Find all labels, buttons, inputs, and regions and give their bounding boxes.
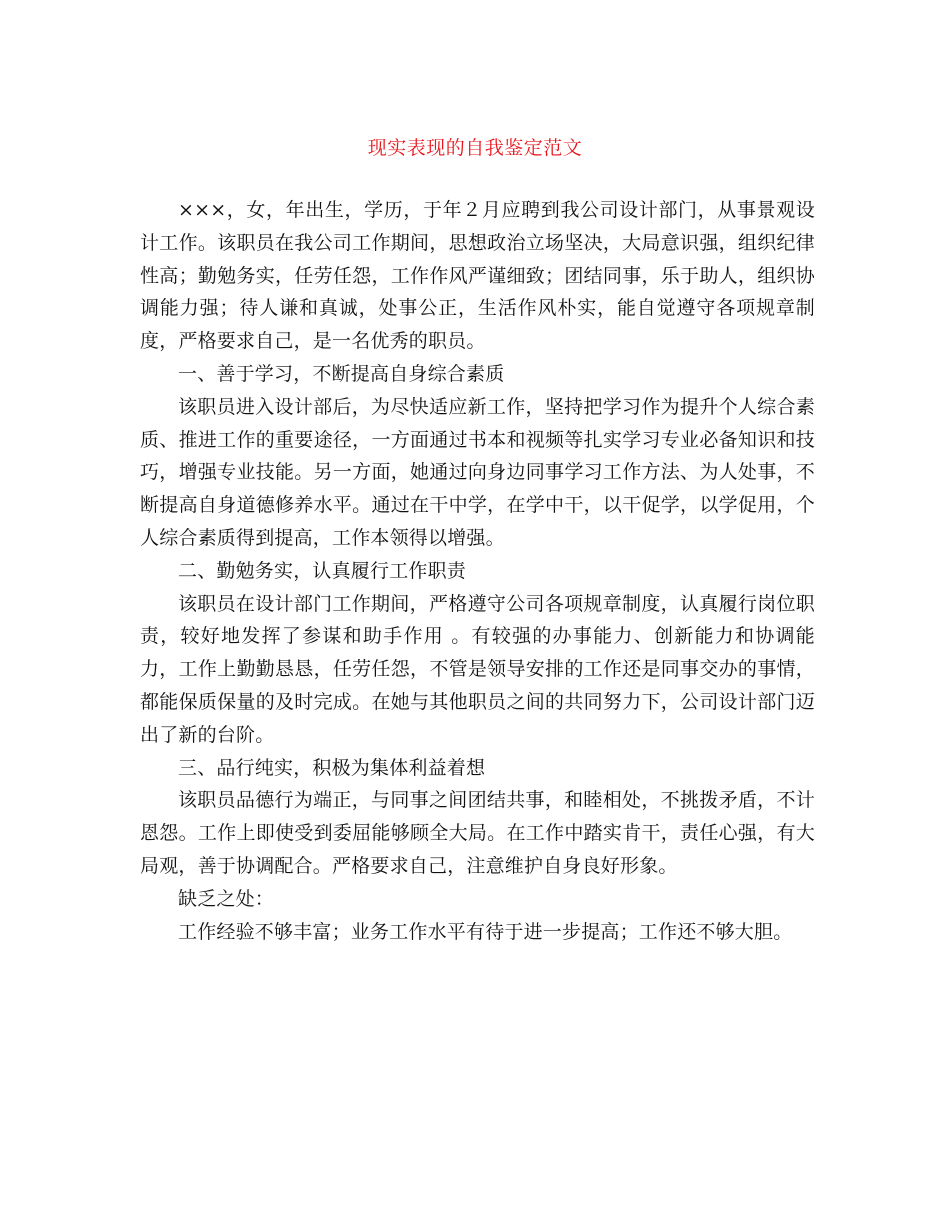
section-heading-2: 二、勤勉务实，认真履行工作职责 — [178, 559, 467, 582]
section-paragraph-2: 该职员在设计部门工作期间，严格遵守公司各项规章制度，认真履行岗位职责，较好地发挥了参谋和助手作用 。有较强的办事能力、创新能力和协调能力，工作上勤勤恳恳，任劳任怨，不管是领导安排的工作还是同事交办的事情，都能保质保量的及时完成。在她与其他职员之间的共同努力下，公司设计部门迈出了新的台阶。 — [140, 592, 815, 746]
section-paragraph-3: 该职员品德行为端正，与同事之间团结共事，和睦相处，不挑拨矛盾，不计恩怨。工作上即使受到委屈能够顾全大局。在工作中踏实肯干，责任心强，有大局观，善于协调配合。严格要求自己，注意维护自身良好形象。 — [140, 789, 815, 877]
document-body — [140, 194, 815, 948]
shortcomings-paragraph: 工作经验不够丰富；业务工作水平有待于进一步提高；工作还不够大胆。 — [178, 920, 793, 943]
section-paragraph-1: 该职员进入设计部后，为尽快适应新工作，坚持把学习作为提升个人综合素质、推进工作的重要途径，一方面通过书本和视频等扎实学习专业必备知识和技巧，增强专业技能。另一方面，她通过向身边同事学习工作方法、为人处事，不断提高自身道德修养水平。通过在干中学，在学中干，以干促学，以学促用，个人综合素质得到提高，工作本领得以增强。 — [140, 395, 815, 549]
section-heading-3: 三、品行纯实，积极为集体利益着想 — [178, 756, 486, 779]
document-title: 现实表现的自我鉴定范文 — [367, 137, 583, 159]
shortcomings-heading: 缺乏之处： — [178, 887, 275, 910]
intro-paragraph: ×××，女，年出生，学历，于年２月应聘到我公司设计部门，从事景观设计工作。该职员在我公司工作期间，思想政治立场坚决，大局意识强，组织纪律性高；勤勉务实，任劳任怨，工作作风严谨细致；团结同事，乐于助人，组织协调能力强；待人谦和真诚，处事公正，生活作风朴实，能自觉遵守各项规章制度，严格要求自己，是一名优秀的职员。 — [140, 199, 815, 353]
section-heading-1: 一、善于学习，不断提高自身综合素质 — [178, 362, 505, 385]
